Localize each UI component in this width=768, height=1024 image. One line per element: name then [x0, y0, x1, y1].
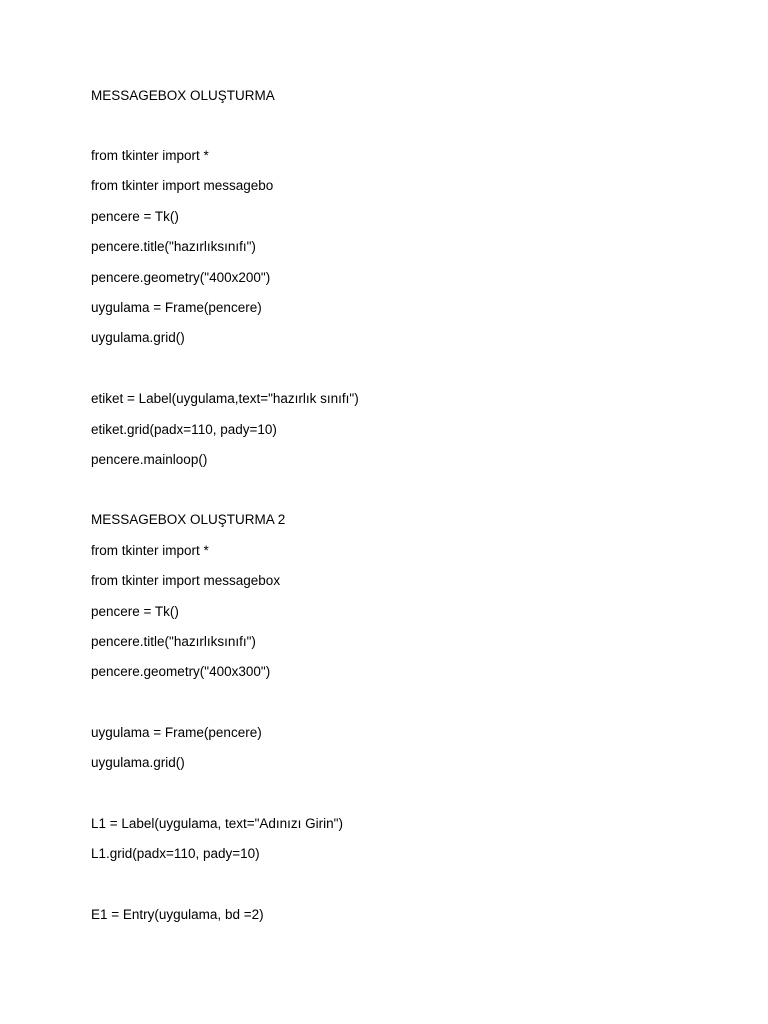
- code-line: uygulama.grid(): [91, 755, 185, 770]
- code-line: from tkinter import messagebo: [91, 178, 274, 193]
- code-line: from tkinter import messagebox: [91, 573, 281, 588]
- heading-messagebox-2: MESSAGEBOX OLUŞTURMA 2: [91, 512, 286, 527]
- code-line: etiket = Label(uygulama,text="hazırlık sınıfı"): [91, 391, 359, 406]
- code-line: pencere.title("hazırlıksınıfı"): [91, 239, 256, 254]
- code-line: L1 = Label(uygulama, text="Adınızı Girin"): [91, 816, 343, 831]
- code-line: from tkinter import *: [91, 543, 209, 558]
- code-line: pencere = Tk(): [91, 209, 179, 224]
- code-line: from tkinter import *: [91, 148, 209, 163]
- code-line: uygulama = Frame(pencere): [91, 300, 262, 315]
- heading-messagebox: MESSAGEBOX OLUŞTURMA: [91, 88, 275, 103]
- code-line: uygulama = Frame(pencere): [91, 725, 262, 740]
- code-line: pencere.mainloop(): [91, 452, 208, 467]
- code-line: etiket.grid(padx=110, pady=10): [91, 422, 277, 437]
- code-line: pencere.geometry("400x300"): [91, 664, 271, 679]
- code-line: L1.grid(padx=110, pady=10): [91, 846, 260, 861]
- code-line: pencere.geometry("400x200"): [91, 270, 271, 285]
- code-line: uygulama.grid(): [91, 330, 185, 345]
- code-line: pencere = Tk(): [91, 604, 179, 619]
- code-line: pencere.title("hazırlıksınıfı"): [91, 634, 256, 649]
- code-line: E1 = Entry(uygulama, bd =2): [91, 907, 264, 922]
